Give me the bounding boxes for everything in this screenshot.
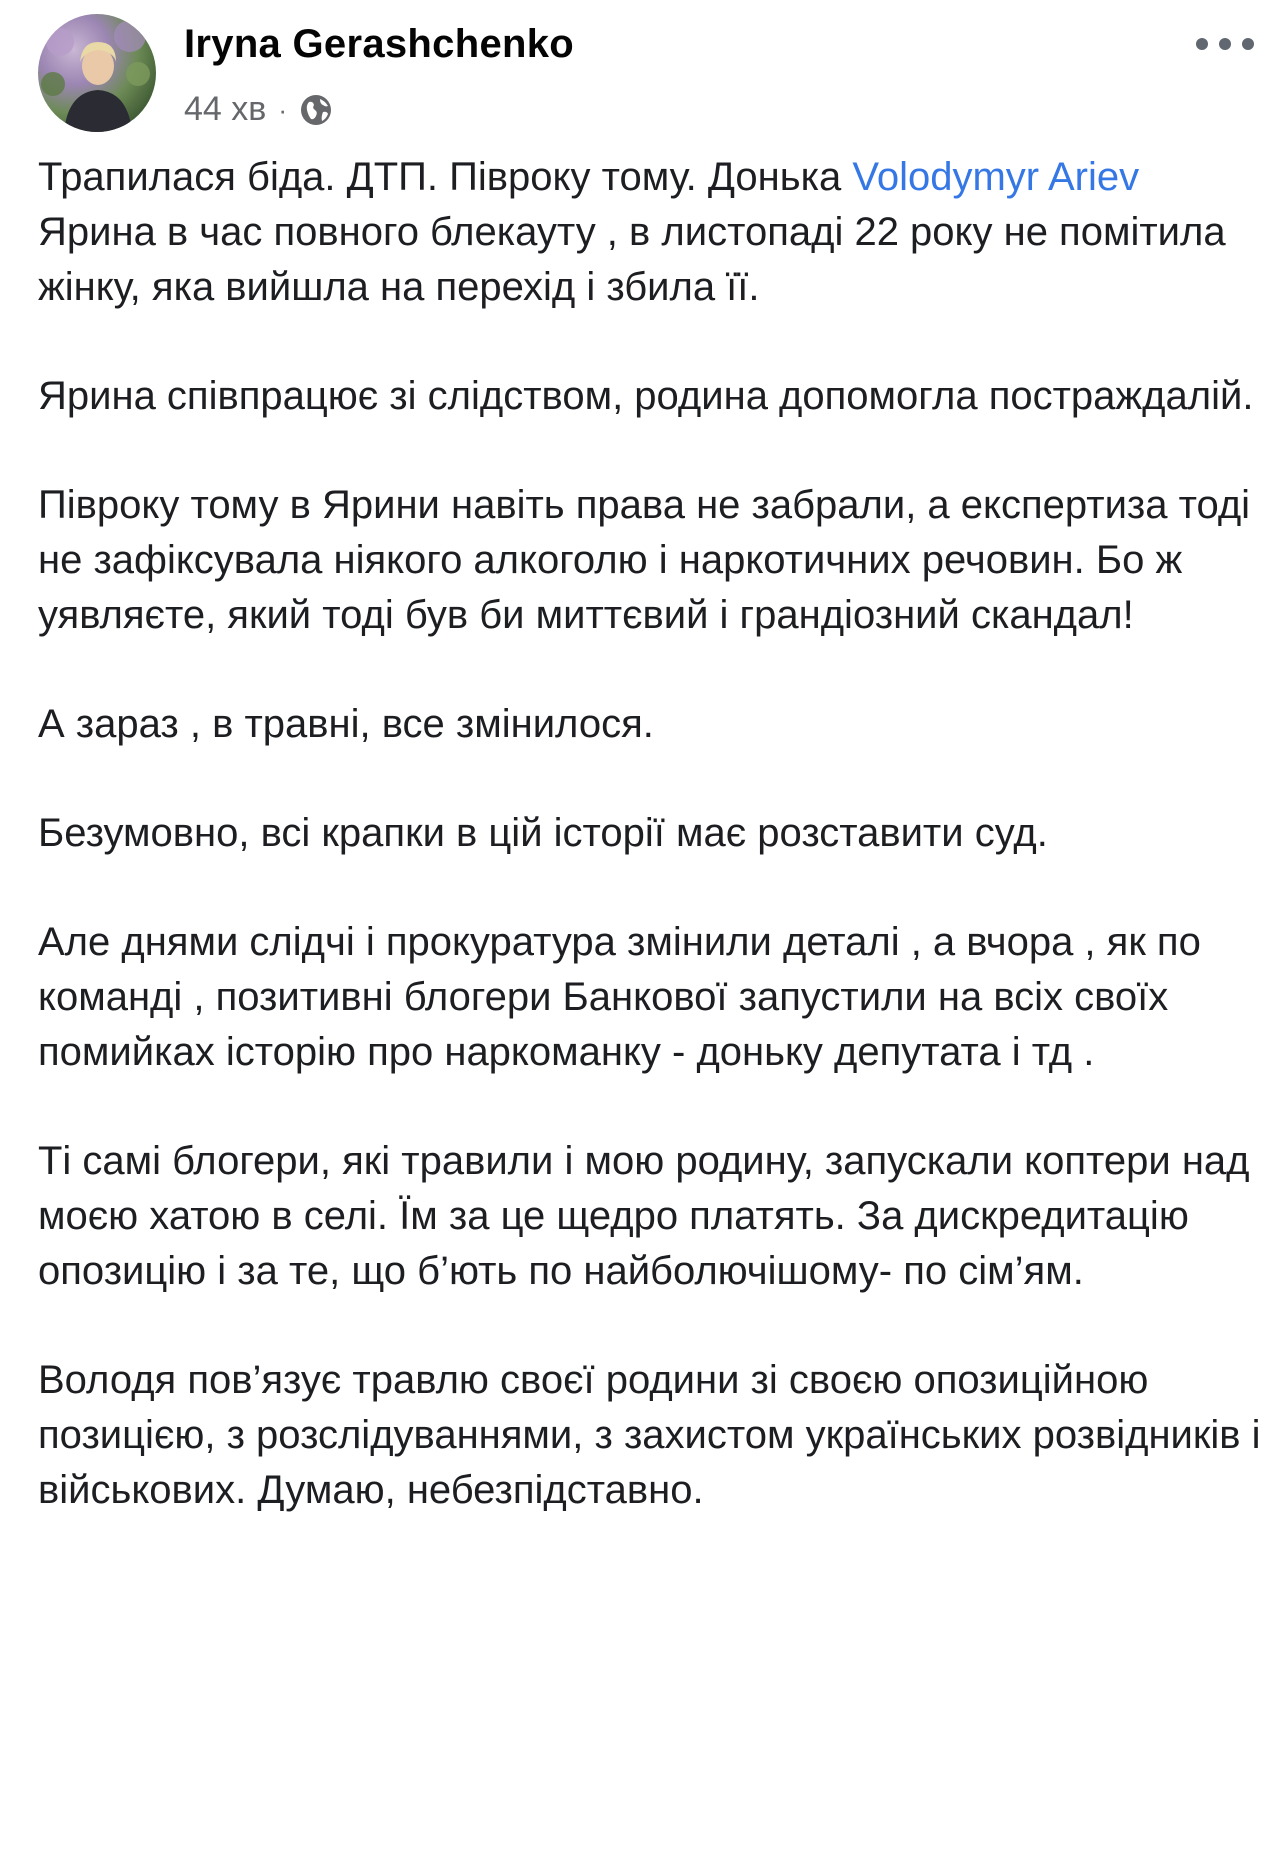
post-body <box>38 150 1268 1572</box>
post-text: Трапилася біда. ДТП. Півроку тому. Донька <box>38 155 853 199</box>
author-name[interactable]: Iryna Gerashchenko <box>184 22 575 66</box>
globe-icon <box>299 93 333 127</box>
post-text: Ярина в час повного блекауту , в листопаді 22 року не помітила жінку, яка вийшла на перехід і збила її. <box>38 210 1226 309</box>
more-dot <box>1196 38 1208 50</box>
post-paragraph-1 <box>38 150 1268 315</box>
post-paragraph-2: Ярина співпрацює зі слідством, родина допомогла постраждалій. <box>38 374 1254 418</box>
post-paragraph-8: Володя пов’язує травлю своєї родини зі своєю опозиційною позицією, з розслідуваннями, з захистом українських розвідників і військових. Думаю, небезпідставно. <box>38 1358 1261 1512</box>
post-paragraph-3: Півроку тому в Ярини навіть права не забрали, а експертиза тоді не зафіксувала ніякого алкоголю і наркотичних речовин. Бо ж уявляєте, який тоді був би миттєвий і грандіозний скандал! <box>38 483 1251 637</box>
avatar-photo <box>38 14 156 132</box>
post-paragraph-7: Ті самі блогери, які травили і мою родину, запускали коптери над моєю хатою в селі. Їм за це щедро платять. За дискредитацію опозицію і за те, що б’ють по найболючішому- по сім’ям. <box>38 1139 1250 1293</box>
avatar[interactable] <box>38 14 156 132</box>
more-dot <box>1242 38 1254 50</box>
more-options-icon[interactable] <box>1196 30 1254 58</box>
more-dot <box>1219 38 1231 50</box>
meta-separator: · <box>278 94 287 125</box>
post-meta <box>184 90 333 129</box>
post-paragraph-4: А зараз , в травні, все змінилося. <box>38 702 654 746</box>
post-header <box>0 0 1284 140</box>
post-timestamp[interactable]: 44 хв <box>184 90 267 128</box>
post-paragraph-5: Безумовно, всі крапки в цій історії має розставити суд. <box>38 811 1048 855</box>
mention-link[interactable]: Volodymyr Ariev <box>852 155 1140 199</box>
post-paragraph-6: Але днями слідчі і прокуратура змінили деталі , а вчора , як по команді , позитивні блогери Банкової запустили на всіх своїх помийках історію про наркоманку - доньку депутата і тд . <box>38 920 1201 1074</box>
